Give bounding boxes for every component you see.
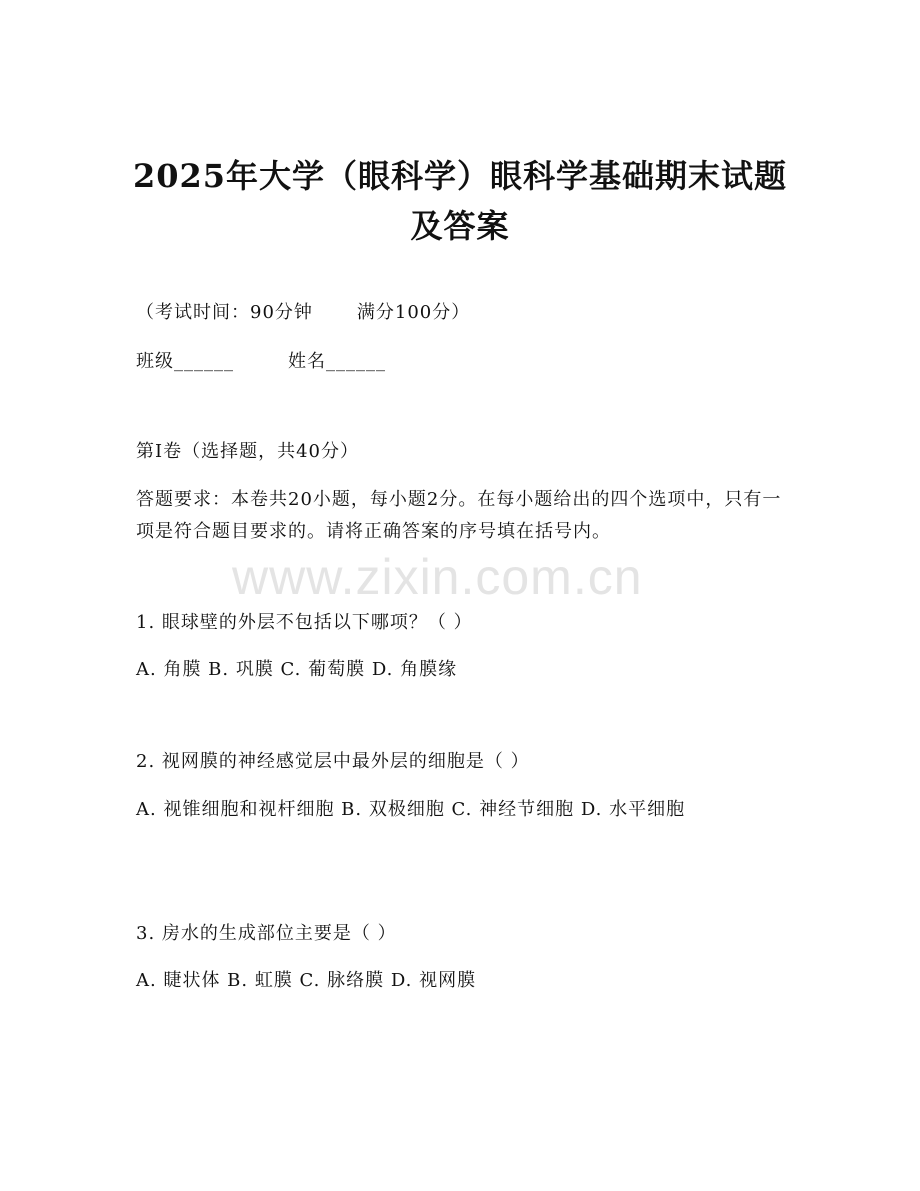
question-2-options: A. 视锥细胞和视杆细胞 B. 双极细胞 C. 神经节细胞 D. 水平细胞 xyxy=(136,799,686,820)
full-score: 满分100分） xyxy=(356,302,471,323)
section-title: 第I卷（选择题，共40分） xyxy=(136,441,360,462)
document-title-line-2: 及答案 xyxy=(410,207,510,245)
student-info xyxy=(136,347,786,377)
question-1-stem: 1. 眼球壁的外层不包括以下哪项？（ ） xyxy=(136,612,473,633)
exam-time: （考试时间：90分钟 xyxy=(136,302,313,323)
name-label: 姓名______ xyxy=(288,351,386,372)
question-3-options: A. 睫状体 B. 虹膜 C. 脉络膜 D. 视网膜 xyxy=(136,970,477,991)
instructions: 答题要求：本卷共20小题，每小题2分。在每小题给出的四个选项中，只有一项是符合题目要求的。请将正确答案的序号填在括号内。 xyxy=(136,489,782,542)
question-1-options: A. 角膜 B. 巩膜 C. 葡萄膜 D. 角膜缘 xyxy=(136,659,458,680)
watermark: www.zixin.com.cn xyxy=(232,549,643,605)
class-label: 班级______ xyxy=(136,351,234,372)
question-2-stem: 2. 视网膜的神经感觉层中最外层的细胞是（ ） xyxy=(136,751,530,772)
question-3-stem: 3. 房水的生成部位主要是（ ） xyxy=(136,923,397,944)
document-title-line-1: 2025年大学（眼科学）眼科学基础期末试题 xyxy=(132,157,788,195)
exam-info xyxy=(136,298,786,328)
